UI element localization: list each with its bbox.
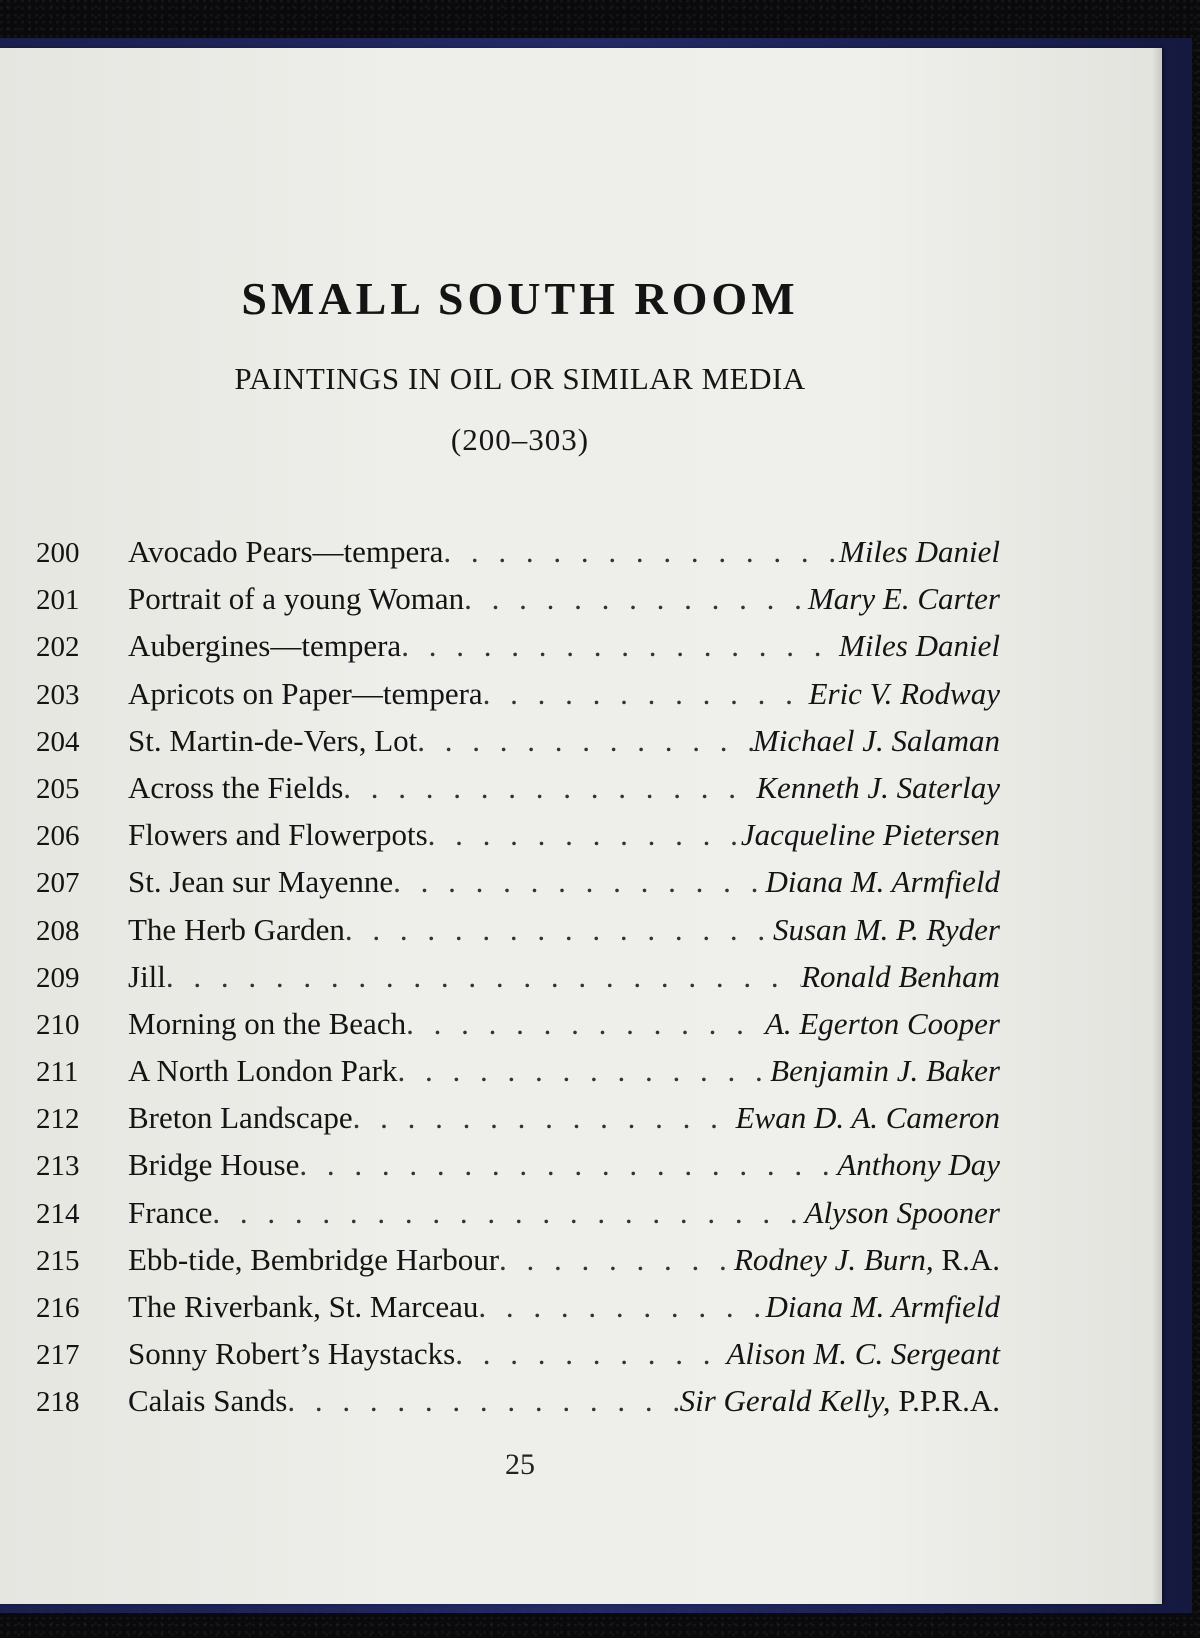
catalogue-entry [36,1236,1000,1283]
dot-leader [406,1000,765,1047]
entry-artist [765,1000,1000,1047]
entry-title: Portrait of a young Woman [128,581,465,617]
entry-list [36,528,1000,1425]
entry-number: 204 [36,725,80,758]
catalogue-entry [36,953,1000,1000]
artist-name: Miles Daniel [839,628,1000,664]
entry-artist [770,1047,1000,1094]
dot-leader [299,1141,837,1188]
dot-leader [212,1189,804,1236]
entry-number: 213 [36,1150,80,1183]
catalogue-entry [36,1189,1000,1236]
entry-artist [766,1283,1001,1330]
entry-number: 211 [36,1056,79,1089]
artist-honours: R.A. [941,1241,1000,1277]
entry-artist [839,528,1000,575]
entry-title: Morning on the Beach [128,1005,407,1041]
dot-leader [287,1377,679,1424]
entry-artist [680,1377,1000,1424]
catalogue-entry [36,670,1000,717]
entry-title: Breton Landscape [128,1100,353,1136]
entry-number: 215 [36,1244,80,1277]
dot-leader [345,906,773,953]
artist-name: Jacqueline Pietersen [740,817,1000,853]
entry-number: 210 [36,1008,80,1041]
dot-leader [401,622,839,669]
entry-artist [741,811,1000,858]
entry-title: A North London Park [128,1053,398,1089]
dot-leader [478,1283,765,1330]
artist-name: Anthony Day [837,1147,1000,1183]
entry-number: 203 [36,678,80,711]
artist-name: Miles Daniel [839,534,1000,569]
entry-title: Bridge House [128,1147,300,1183]
dot-leader [343,764,756,811]
entry-number: 216 [36,1292,80,1324]
entry-number: 214 [36,1197,80,1230]
artist-name: Ewan D. A. Cameron [735,1100,1000,1136]
dot-leader [393,858,765,905]
artist-name: Diana M. Armfield [765,864,1000,900]
entry-number: 200 [36,537,80,569]
page-number: 25 [505,1448,535,1481]
entry-title: The Riverbank, St. Marceau [128,1289,479,1324]
entry-title: Flowers and Flowerpots [128,817,428,853]
entry-artist [805,1189,1000,1236]
entry-title: Across the Fields [128,769,344,805]
artist-name: Rodney J. Burn, [733,1241,934,1277]
entry-number: 217 [36,1339,80,1372]
catalogue-entry [36,858,1000,905]
entry-title: Jill [128,958,166,994]
entry-artist [839,622,1000,669]
artist-name: Ronald Benham [801,958,1000,994]
entry-number: 218 [36,1386,80,1419]
catalogue-entry [36,1000,1000,1047]
entry-artist [736,1094,1000,1141]
entry-title: Apricots on Paper—tempera [128,675,483,711]
entry-artist [801,953,1000,1000]
entry-artist [756,764,1000,811]
entry-number: 202 [36,631,80,664]
dot-leader [398,1047,771,1094]
catalogue-entry [36,906,1000,953]
entry-number: 205 [36,772,80,805]
dot-leader [353,1094,736,1141]
entry-title: Aubergines—tempera [128,628,402,664]
section-subheading: PAINTINGS IN OIL OR SIMILAR MEDIA [234,361,806,396]
dot-leader [417,717,753,764]
artist-honours: P.P.R.A. [898,1383,1000,1419]
artist-name: Michael J. Salaman [752,722,1000,758]
catalogue-entry [36,1330,1000,1377]
artist-name: Mary E. Carter [807,581,1000,617]
entry-artist [753,717,1000,764]
dot-leader [455,1330,726,1377]
entry-title: Calais Sands [128,1383,288,1419]
entry-title: Avocado Pears—tempera [128,534,444,569]
entry-title: St. Jean sur Mayenne [128,864,394,900]
entry-title: Ebb-tide, Bembridge Harbour [128,1241,500,1277]
entry-artist [734,1236,1000,1283]
room-heading: SMALL SOUTH ROOM [241,273,799,324]
entry-artist [837,1141,1000,1188]
artist-name: Benjamin J. Baker [770,1053,1000,1089]
artist-name: Alyson Spooner [804,1194,1000,1230]
catalogue-entry [36,1141,1000,1188]
artist-name: Eric V. Rodway [808,675,1000,711]
catalogue-entry [36,1094,1000,1141]
catalogue-entry [36,622,1000,669]
dot-leader [499,1236,734,1283]
catalogue-page [0,48,1162,1604]
catalogue-entry [36,575,1000,622]
artist-name: Alison M. C. Sergeant [726,1336,1000,1372]
dot-leader [443,528,839,575]
dot-leader [464,575,808,622]
entry-number: 208 [36,914,80,947]
catalogue-entry [36,528,1000,575]
artist-name: A. Egerton Cooper [764,1005,1000,1041]
catalogue-entry [36,811,1000,858]
entry-artist [773,906,1000,953]
catalogue-entry [36,1047,1000,1094]
dot-leader [483,670,809,717]
entry-title: France [128,1194,213,1230]
entry-title: St. Martin-de-Vers, Lot [128,722,418,758]
catalogue-entry [36,1283,1000,1330]
catalogue-entry [36,717,1000,764]
entry-number: 201 [36,584,80,617]
entry-number: 207 [36,867,80,900]
artist-name: Susan M. P. Ryder [772,911,1000,947]
artist-name: Diana M. Armfield [765,1289,1000,1324]
entry-number: 212 [36,1103,80,1136]
entry-artist [809,670,1000,717]
dot-leader [428,811,741,858]
entry-artist [766,858,1001,905]
entry-number: 206 [36,820,80,853]
dot-leader [166,953,801,1000]
artist-name: Sir Gerald Kelly, [679,1383,891,1419]
artist-name: Kenneth J. Saterlay [756,769,1000,805]
catalogue-entry [36,764,1000,811]
entry-title: Sonny Robert’s Haystacks [128,1336,456,1372]
entry-title: The Herb Garden [128,911,345,947]
entry-number: 209 [36,961,80,994]
entry-artist [726,1330,1000,1377]
number-range: (200–303) [450,422,590,457]
entry-artist [808,575,1000,622]
catalogue-entry [36,1377,1000,1424]
